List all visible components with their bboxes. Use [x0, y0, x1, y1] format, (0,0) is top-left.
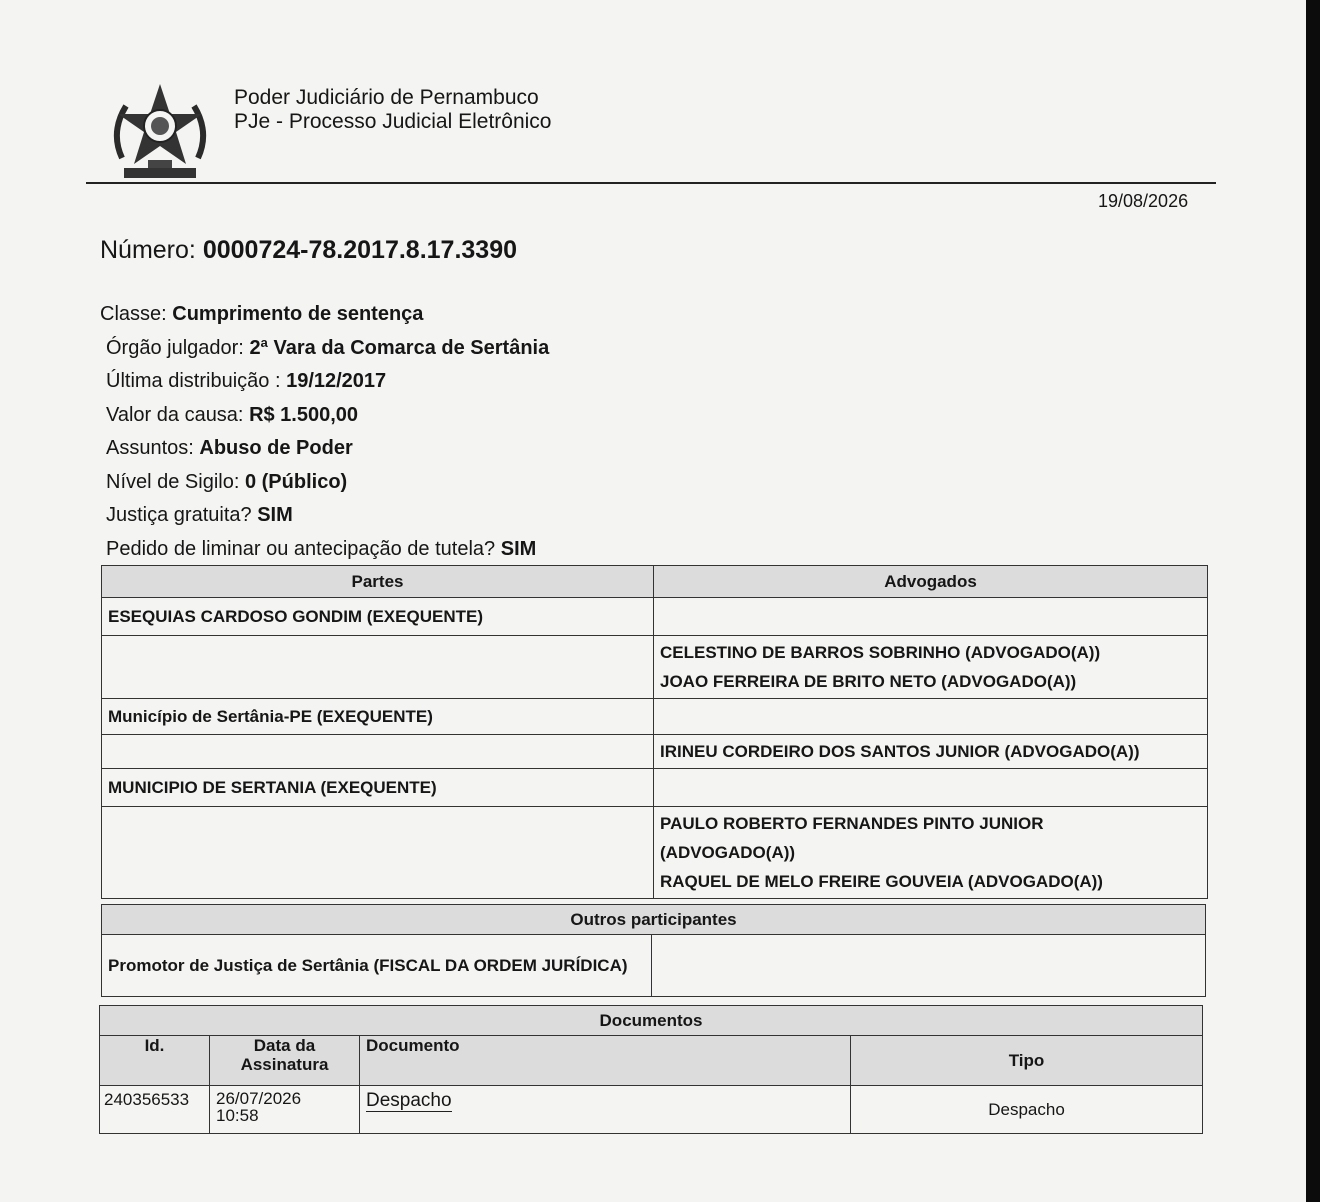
parte-cell [102, 735, 654, 769]
outros-header: Outros participantes [102, 905, 1206, 935]
process-number [100, 236, 517, 265]
outros-participantes-table [101, 904, 1206, 997]
advogados-header: Advogados [654, 566, 1208, 598]
col-documento: Documento [360, 1036, 851, 1086]
documentos-table [99, 1005, 1203, 1134]
parte-cell: ESEQUIAS CARDOSO GONDIM (EXEQUENTE) [102, 598, 654, 636]
field-distribuicao [100, 367, 549, 401]
col-data-line2: Assinatura [240, 1055, 329, 1074]
advogado-cell [654, 807, 1208, 899]
doc-id-cell: 240356533 [100, 1086, 210, 1134]
doc-date: 26/07/2026 [216, 1089, 302, 1108]
advogado-cell: IRINEU CORDEIRO DOS SANTOS JUNIOR (ADVOGADO(A)) [654, 735, 1208, 769]
advogado-name: CELESTINO DE BARROS SOBRINHO (ADVOGADO(A)) [660, 643, 1101, 662]
advogado-cell [654, 699, 1208, 735]
advogado-name: RAQUEL DE MELO FREIRE GOUVEIA (ADVOGADO(A)) [660, 872, 1103, 891]
field-value: 19/12/2017 [286, 370, 387, 392]
parte-cell [102, 807, 654, 899]
field-classe [100, 300, 549, 334]
field-liminar [100, 535, 549, 569]
process-number-value: 0000724-78.2017.8.17.3390 [202, 236, 518, 264]
doc-name-cell [360, 1086, 851, 1134]
print-date: 19/08/2026 [1098, 191, 1189, 211]
participante-extra-cell [652, 935, 1206, 997]
brazil-coat-of-arms-icon [104, 80, 216, 190]
col-data-line1: Data da [253, 1036, 316, 1055]
parte-cell [102, 636, 654, 699]
field-sigilo [100, 468, 549, 502]
field-label: Órgão julgador: [106, 336, 244, 359]
field-label: Classe: [100, 303, 167, 325]
field-value: SIM [500, 537, 537, 560]
field-value: R$ 1.500,00 [249, 403, 359, 426]
header-line-2: PJe - Processo Judicial Eletrônico [234, 110, 552, 133]
col-id: Id. [100, 1036, 210, 1086]
field-label: Pedido de liminar ou antecipação de tutela? [106, 537, 496, 560]
advogado-name: JOAO FERREIRA DE BRITO NETO (ADVOGADO(A)) [660, 672, 1077, 691]
field-value: Cumprimento de sentença [172, 303, 424, 325]
advogado-cell [654, 769, 1208, 807]
document-link[interactable]: Despacho [366, 1090, 452, 1111]
col-tipo: Tipo [851, 1036, 1203, 1086]
header-court-name [234, 86, 551, 134]
advogado-cell [654, 598, 1208, 636]
advogado-name: (ADVOGADO(A)) [660, 843, 796, 862]
col-data-assinatura [210, 1036, 360, 1086]
field-label: Última distribuição : [106, 370, 281, 392]
doc-date-cell [210, 1086, 360, 1134]
process-number-label: Número: [100, 236, 196, 264]
field-value: Abuso de Poder [199, 437, 353, 459]
field-value: 0 (Público) [244, 470, 348, 493]
partes-table [101, 565, 1208, 899]
parte-cell: Município de Sertânia-PE (EXEQUENTE) [102, 699, 654, 735]
header-divider [86, 182, 1216, 184]
header-line-1: Poder Judiciário de Pernambuco [234, 86, 539, 109]
documentos-header: Documentos [100, 1006, 1203, 1036]
process-info [100, 300, 549, 568]
doc-time: 10:58 [216, 1106, 259, 1125]
advogado-cell [654, 636, 1208, 699]
field-label: Valor da causa: [106, 403, 244, 426]
field-label: Nível de Sigilo: [106, 470, 240, 493]
partes-header: Partes [102, 566, 654, 598]
participante-cell: Promotor de Justiça de Sertânia (FISCAL DA ORDEM JURÍDICA) [102, 935, 652, 997]
field-value: SIM [257, 504, 293, 526]
scan-page-edge [1306, 0, 1320, 1202]
field-orgao [100, 334, 549, 368]
field-assuntos [100, 434, 549, 468]
field-justica-gratuita [100, 501, 549, 535]
field-valor [100, 401, 549, 435]
advogado-name: PAULO ROBERTO FERNANDES PINTO JUNIOR [660, 814, 1044, 833]
field-value: 2ª Vara da Comarca de Sertânia [249, 336, 550, 359]
field-label: Assuntos: [106, 437, 194, 459]
field-label: Justiça gratuita? [106, 504, 252, 526]
doc-tipo-cell: Despacho [851, 1086, 1203, 1134]
parte-cell: MUNICIPIO DE SERTANIA (EXEQUENTE) [102, 769, 654, 807]
